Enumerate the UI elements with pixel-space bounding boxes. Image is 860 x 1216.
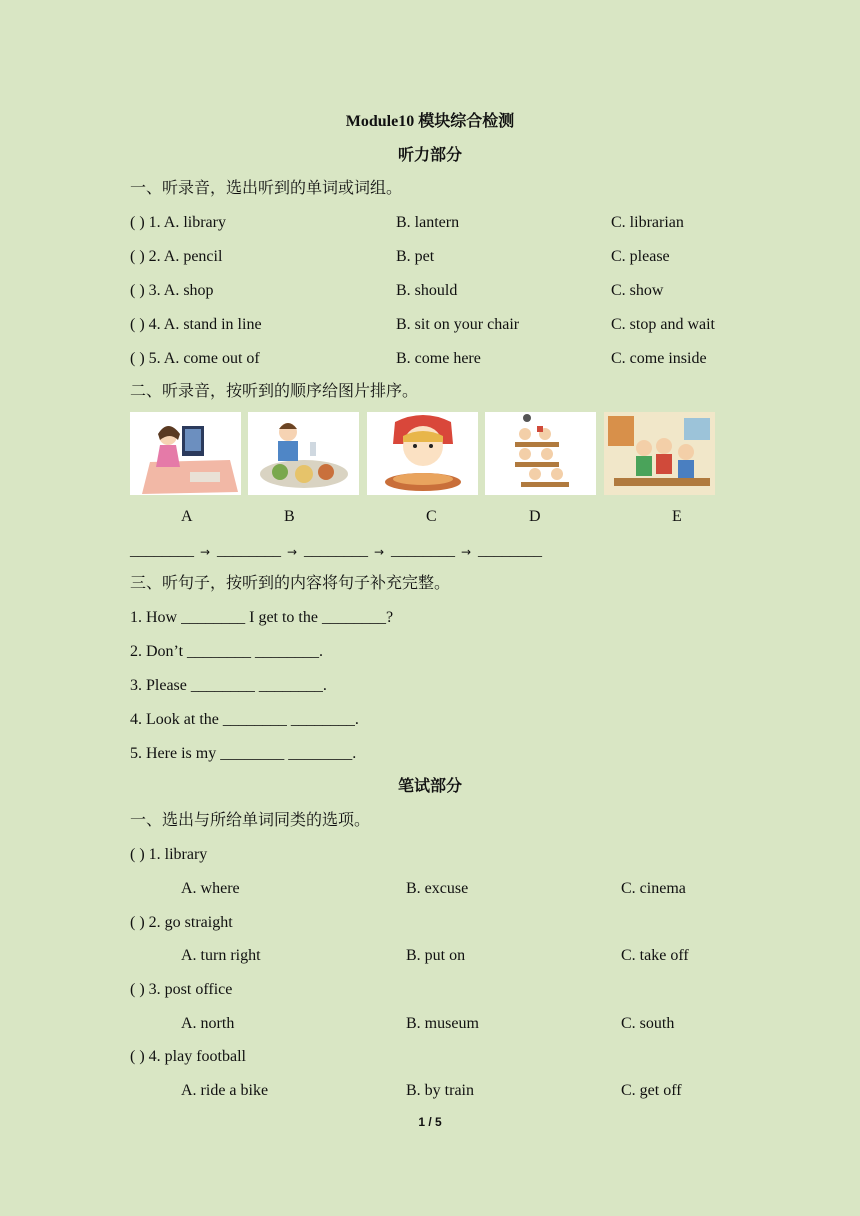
question-row-1: ( ) 1. A. library — [130, 214, 226, 231]
sentence-3: 3. Please ________ ________. — [130, 677, 327, 694]
option-c: C. come inside — [611, 350, 707, 367]
picture-a — [130, 412, 241, 495]
option-b: B. museum — [406, 1015, 479, 1032]
listening-part3-instruction: 三、听句子，按听到的内容将句子补充完整。 — [130, 575, 451, 592]
option-c: C. please — [611, 248, 670, 265]
answer-blank-5: ________ — [478, 542, 542, 559]
listening-part2-instruction: 二、听录音，按听到的顺序给图片排序。 — [130, 383, 419, 400]
option-c: C. librarian — [611, 214, 684, 231]
option-b: B. by train — [406, 1082, 474, 1099]
writing-question-3: ( ) 3. post office — [130, 981, 233, 998]
page-number: 1 / 5 — [418, 1115, 442, 1129]
option-a: A. north — [181, 1015, 235, 1032]
page-title: Module10 模块综合检测 — [345, 113, 515, 130]
writing-heading: 笔试部分 — [397, 778, 462, 795]
option-b: B. lantern — [396, 214, 460, 231]
arrow-icon: → — [461, 545, 472, 559]
question-row-4: ( ) 4. A. stand in line — [130, 316, 262, 333]
option-a: A. turn right — [181, 947, 261, 964]
option-b: B. should — [396, 282, 458, 299]
writing-part1-instruction: 一、选出与所给单词同类的选项。 — [130, 812, 371, 829]
option-b: B. excuse — [406, 880, 469, 897]
picture-d — [485, 412, 596, 495]
sentence-2: 2. Don’t ________ ________. — [130, 643, 324, 660]
answer-blank-1: ________ — [130, 542, 194, 559]
question-row-2: ( ) 2. A. pencil — [130, 248, 223, 265]
option-b: B. put on — [406, 947, 466, 964]
picture-label-a: A — [181, 508, 193, 525]
picture-b — [248, 412, 359, 495]
option-c: C. cinema — [621, 880, 686, 897]
picture-label-e: E — [672, 508, 682, 525]
option-b: B. come here — [396, 350, 481, 367]
picture-e — [604, 412, 715, 495]
arrow-icon: → — [374, 545, 385, 559]
picture-label-d: D — [529, 508, 541, 525]
option-c: C. south — [621, 1015, 675, 1032]
option-c: C. stop and wait — [611, 316, 715, 333]
writing-question-4: ( ) 4. play football — [130, 1048, 246, 1065]
arrow-icon: → — [200, 545, 211, 559]
writing-question-2: ( ) 2. go straight — [130, 914, 233, 931]
option-c: C. take off — [621, 947, 689, 964]
listening-part1-instruction: 一、听录音，选出听到的单词或词组。 — [130, 180, 403, 197]
option-b: B. pet — [396, 248, 435, 265]
question-row-3: ( ) 3. A. shop — [130, 282, 214, 299]
option-c: C. get off — [621, 1082, 682, 1099]
answer-blank-2: ________ — [217, 542, 281, 559]
listening-heading: 听力部分 — [397, 147, 462, 164]
writing-question-1: ( ) 1. library — [130, 846, 208, 863]
answer-blank-4: ________ — [391, 542, 455, 559]
option-b: B. sit on your chair — [396, 316, 520, 333]
sentence-1: 1. How ________ I get to the ________? — [130, 609, 394, 626]
picture-c — [367, 412, 478, 495]
sentence-5: 5. Here is my ________ ________. — [130, 745, 357, 762]
option-c: C. show — [611, 282, 664, 299]
option-a: A. where — [181, 880, 240, 897]
picture-label-b: B — [284, 508, 295, 525]
arrow-icon: → — [287, 545, 298, 559]
picture-label-c: C — [426, 508, 437, 525]
question-row-5: ( ) 5. A. come out of — [130, 350, 260, 367]
option-a: A. ride a bike — [181, 1082, 269, 1099]
answer-blank-3: ________ — [304, 542, 368, 559]
sentence-4: 4. Look at the ________ ________. — [130, 711, 359, 728]
